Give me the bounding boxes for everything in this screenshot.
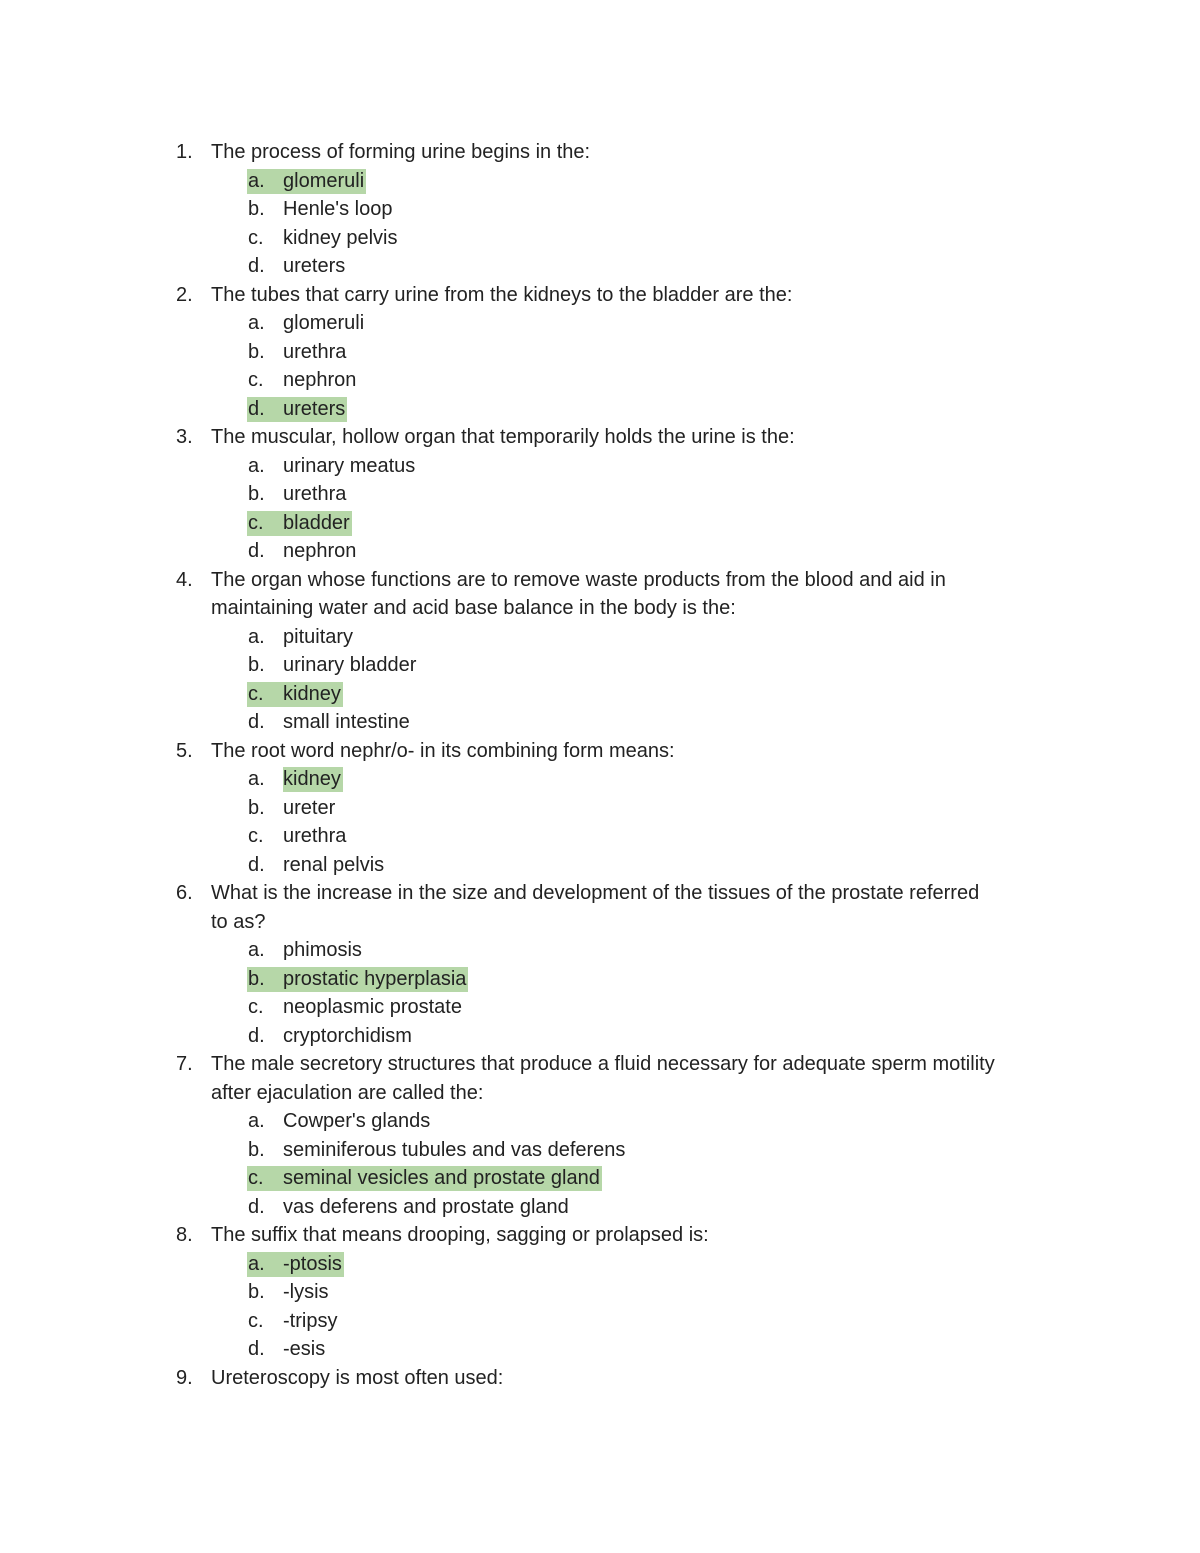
option-letter: a. <box>248 768 265 790</box>
option-text: ureters <box>283 397 346 420</box>
question-line <box>0 908 1200 937</box>
option-letter: c. <box>248 682 264 705</box>
option-letter: d. <box>248 1338 265 1360</box>
question-number: 3. <box>176 426 193 448</box>
question-text: maintaining water and acid base balance in the body is the: <box>211 597 736 619</box>
option-text: neoplasmic prostate <box>283 996 462 1018</box>
answer-option-a <box>0 309 1200 338</box>
option-letter: b. <box>248 340 265 363</box>
question-text: The suffix that means drooping, sagging or prolapsed is: <box>211 1224 709 1246</box>
option-letter: b. <box>248 483 265 505</box>
question-line <box>0 1364 1200 1393</box>
answer-option-b <box>0 1278 1200 1307</box>
answer-option-d <box>0 851 1200 880</box>
option-text: phimosis <box>283 939 362 961</box>
answer-option-a <box>0 1250 1200 1279</box>
option-text: urinary bladder <box>283 654 417 676</box>
question-text: Ureteroscopy is most often used: <box>211 1366 504 1389</box>
option-letter: a. <box>248 312 265 334</box>
question-number: 8. <box>176 1224 193 1246</box>
option-letter: d. <box>248 853 265 876</box>
highlighted-answer <box>247 1252 344 1277</box>
answer-option-c <box>0 509 1200 538</box>
option-body <box>247 796 337 821</box>
option-body <box>247 653 418 678</box>
option-letter: c. <box>248 1167 264 1189</box>
option-body <box>247 1280 331 1305</box>
question-3 <box>0 423 1200 566</box>
option-body <box>247 824 348 849</box>
highlighted-answer <box>247 1166 602 1191</box>
option-text: ureter <box>283 796 336 819</box>
answer-option-a <box>0 1107 1200 1136</box>
answer-option-a <box>0 936 1200 965</box>
option-letter: d. <box>248 1024 265 1047</box>
answer-option-b <box>0 480 1200 509</box>
highlighted-answer <box>247 682 343 707</box>
option-letter: c. <box>248 825 264 847</box>
answer-option-d <box>0 1022 1200 1051</box>
option-letter: a. <box>248 1252 265 1275</box>
option-letter: b. <box>248 1281 265 1303</box>
option-body <box>247 1024 414 1049</box>
highlighted-answer <box>247 967 468 992</box>
highlighted-answer <box>247 767 343 792</box>
question-5 <box>0 737 1200 880</box>
option-text: vas deferens and prostate gland <box>283 1195 569 1218</box>
answer-option-d <box>0 1335 1200 1364</box>
option-body <box>247 938 364 963</box>
option-letter: d. <box>248 711 265 733</box>
option-letter: a. <box>248 454 265 477</box>
question-text: after ejaculation are called the: <box>211 1081 484 1104</box>
question-line <box>0 138 1200 167</box>
option-letter: b. <box>248 967 265 990</box>
highlighted-answer <box>247 169 366 194</box>
option-text: Henle's loop <box>283 198 393 220</box>
answer-option-a <box>0 452 1200 481</box>
option-letter: a. <box>248 939 265 961</box>
option-letter: a. <box>248 625 265 648</box>
question-9 <box>0 1364 1200 1393</box>
option-text: prostatic hyperplasia <box>283 967 467 990</box>
option-text: nephron <box>283 369 357 391</box>
option-text: -lysis <box>283 1281 329 1303</box>
option-text: seminiferous tubules and vas deferens <box>283 1138 626 1161</box>
question-6 <box>0 879 1200 1050</box>
answer-option-b <box>0 1136 1200 1165</box>
option-letter: a. <box>248 1110 265 1132</box>
option-text: kidney <box>283 682 341 705</box>
question-line <box>0 594 1200 623</box>
answer-option-c <box>0 680 1200 709</box>
answer-option-d <box>0 395 1200 424</box>
option-letter: c. <box>248 996 264 1018</box>
question-number: 5. <box>176 739 193 762</box>
option-body <box>247 1138 627 1163</box>
question-text: The tubes that carry urine from the kidneys to the bladder are the: <box>211 283 793 306</box>
question-8 <box>0 1221 1200 1364</box>
question-text: The organ whose functions are to remove waste products from the blood and aid in <box>211 568 946 591</box>
option-body <box>247 254 347 279</box>
option-text: kidney <box>283 768 341 790</box>
question-line <box>0 1079 1200 1108</box>
answer-option-c <box>0 993 1200 1022</box>
option-letter: d. <box>248 397 265 420</box>
option-body <box>247 1109 432 1134</box>
option-text: urinary meatus <box>283 454 416 477</box>
option-text: small intestine <box>283 711 410 733</box>
question-text: The male secretory structures that produce a fluid necessary for adequate sperm motility <box>211 1053 995 1075</box>
answer-option-d <box>0 252 1200 281</box>
option-body <box>247 482 348 507</box>
question-text: The process of forming urine begins in the: <box>211 141 591 163</box>
option-text: Cowper's glands <box>283 1110 431 1132</box>
answer-option-c <box>0 1164 1200 1193</box>
answer-option-d <box>0 1193 1200 1222</box>
question-4 <box>0 566 1200 737</box>
question-number: 1. <box>176 141 193 163</box>
question-line <box>0 1221 1200 1250</box>
option-letter: d. <box>248 540 265 562</box>
answer-option-a <box>0 765 1200 794</box>
answer-option-c <box>0 224 1200 253</box>
option-body <box>247 625 355 650</box>
option-text: urethra <box>283 340 347 363</box>
option-text: urethra <box>283 483 347 505</box>
option-body <box>247 1195 571 1220</box>
answer-option-b <box>0 965 1200 994</box>
question-number: 7. <box>176 1053 193 1075</box>
question-text: The muscular, hollow organ that temporarily holds the urine is the: <box>211 426 795 448</box>
answer-option-b <box>0 651 1200 680</box>
option-body <box>247 454 417 479</box>
option-body <box>247 226 400 251</box>
option-letter: c. <box>248 1309 264 1332</box>
option-letter: a. <box>248 169 265 192</box>
question-2 <box>0 281 1200 424</box>
option-body <box>247 368 358 393</box>
option-text: nephron <box>283 540 357 562</box>
option-text: glomeruli <box>283 169 365 192</box>
answer-option-d <box>0 708 1200 737</box>
option-letter: b. <box>248 1138 265 1161</box>
option-letter: c. <box>248 369 264 391</box>
question-line <box>0 879 1200 908</box>
option-letter: b. <box>248 198 265 220</box>
option-letter: c. <box>248 511 264 534</box>
question-number: 4. <box>176 568 193 591</box>
highlighted-answer <box>247 397 347 422</box>
question-number: 2. <box>176 283 193 306</box>
highlighted-answer <box>247 511 352 536</box>
question-line <box>0 423 1200 452</box>
option-body <box>247 710 412 735</box>
answer-option-d <box>0 537 1200 566</box>
option-body <box>247 995 464 1020</box>
option-body <box>247 340 348 365</box>
option-text: -esis <box>283 1338 326 1360</box>
option-text: cryptorchidism <box>283 1024 412 1047</box>
option-body <box>247 539 358 564</box>
question-text: to as? <box>211 910 266 933</box>
option-text: renal pelvis <box>283 853 385 876</box>
option-body <box>247 197 394 222</box>
question-1 <box>0 138 1200 281</box>
question-number: 6. <box>176 882 193 904</box>
quiz-list <box>0 138 1200 1392</box>
question-line <box>0 737 1200 766</box>
question-text: What is the increase in the size and development of the tissues of the prostate referred <box>211 882 980 904</box>
question-line <box>0 281 1200 310</box>
option-letter: d. <box>248 255 265 277</box>
option-text: kidney pelvis <box>283 226 398 249</box>
option-body <box>247 853 386 878</box>
answer-option-b <box>0 794 1200 823</box>
option-text: bladder <box>283 511 350 534</box>
option-text: urethra <box>283 825 347 847</box>
question-line <box>0 1050 1200 1079</box>
answer-option-b <box>0 338 1200 367</box>
option-letter: d. <box>248 1195 265 1218</box>
question-text: The root word nephr/o- in its combining form means: <box>211 739 675 762</box>
option-letter: b. <box>248 654 265 676</box>
option-letter: b. <box>248 796 265 819</box>
option-text: pituitary <box>283 625 354 648</box>
option-text: ureters <box>283 255 346 277</box>
answer-option-a <box>0 167 1200 196</box>
option-text: glomeruli <box>283 312 365 334</box>
answer-option-b <box>0 195 1200 224</box>
option-body <box>247 1309 339 1334</box>
option-text: seminal vesicles and prostate gland <box>283 1167 600 1189</box>
answer-option-c <box>0 366 1200 395</box>
option-text: -tripsy <box>283 1309 338 1332</box>
question-number: 9. <box>176 1366 193 1389</box>
option-letter: c. <box>248 226 264 249</box>
answer-option-c <box>0 1307 1200 1336</box>
option-body <box>247 311 366 336</box>
option-text: -ptosis <box>283 1252 342 1275</box>
answer-option-c <box>0 822 1200 851</box>
question-7 <box>0 1050 1200 1221</box>
question-line <box>0 566 1200 595</box>
answer-option-a <box>0 623 1200 652</box>
option-body <box>247 1337 327 1362</box>
